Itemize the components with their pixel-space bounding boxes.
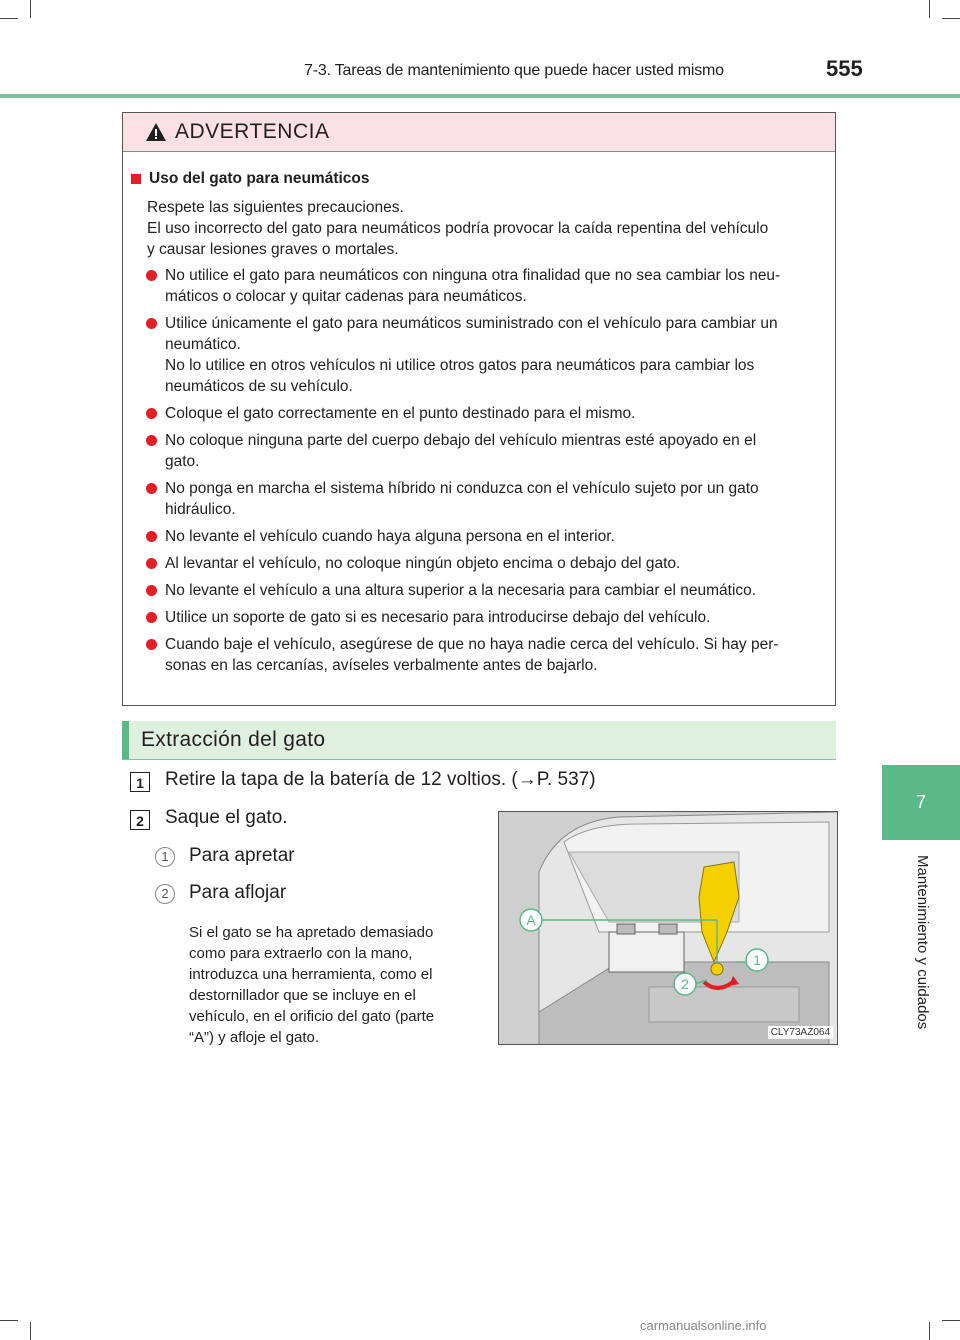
step-text-2: Saque el gato. [165, 807, 288, 828]
section-accent-bar [122, 721, 129, 759]
callout-1: 1 [753, 952, 761, 968]
list-item [131, 607, 831, 628]
bullet-dot-icon [146, 408, 157, 419]
header-rule [0, 94, 960, 98]
warning-intro [147, 197, 827, 260]
step-text-1: Retire la tapa de la batería de 12 voltios. (→P. 537) [165, 769, 596, 790]
crop-mark [30, 1322, 31, 1340]
warning-heading: ADVERTENCIA [175, 120, 330, 143]
trunk-jack-drawing [499, 812, 838, 1045]
list-item-line: No lo utilice en otros vehículos ni utilice otros gatos para neumáticos para cambiar los [165, 357, 755, 374]
note-text [189, 922, 481, 1048]
bullet-dot-icon [146, 612, 157, 623]
page-number: 555 [826, 56, 863, 81]
intro-line: y causar lesiones graves o mortales. [147, 241, 399, 258]
bullet-dot-icon [146, 483, 157, 494]
list-item-line: Al levantar el vehículo, no coloque ningún objeto encima o debajo del gato. [165, 555, 681, 572]
bullet-dot-icon [146, 318, 157, 329]
step-number-1: 1 [130, 772, 150, 792]
warning-title-text: Uso del gato para neumáticos [149, 170, 370, 187]
intro-line: El uso incorrecto del gato para neumáticos podría provocar la caída repentina del vehículo [147, 220, 769, 237]
step-number-2: 2 [130, 810, 150, 830]
list-item-line: neumáticos de su vehículo. [165, 378, 353, 395]
note-line: Si el gato se ha apretado demasiado [189, 924, 434, 941]
note-line: “A”) y afloje el gato. [189, 1029, 320, 1046]
list-item [131, 265, 831, 307]
list-item-line: Cuando baje el vehículo, asegúrese de que no haya nadie cerca del vehículo. Si hay per- [165, 636, 779, 653]
list-item-line: máticos o colocar y quitar cadenas para neumáticos. [165, 288, 527, 305]
sub-step-text-2: Para aflojar [189, 882, 287, 903]
crop-mark [929, 1322, 930, 1340]
warning-triangle-icon [145, 122, 167, 142]
note-line: destornillador que se incluye en el [189, 987, 416, 1004]
list-item-line: sonas en las cercanías, avíseles verbalmente antes de bajarlo. [165, 657, 598, 674]
list-item [131, 430, 831, 472]
square-bullet-icon [131, 174, 141, 184]
watermark: carmanualsonline.info [640, 1318, 767, 1333]
note-line: vehículo, en el orificio del gato (parte [189, 1008, 435, 1025]
warning-box [122, 112, 836, 706]
crop-mark [942, 18, 960, 19]
list-item [131, 634, 831, 676]
list-item-line: No utilice el gato para neumáticos con ninguna otra finalidad que no sea cambiar los neu- [165, 267, 781, 284]
section-title: Extracción del gato [141, 728, 326, 751]
callout-a: A [526, 912, 536, 928]
warning-header [123, 113, 835, 152]
bullet-dot-icon [146, 435, 157, 446]
section-heading [122, 721, 836, 760]
list-item-line: hidráulico. [165, 501, 236, 518]
list-item [131, 313, 831, 397]
list-item-line: Coloque el gato correctamente en el punto destinado para el mismo. [165, 405, 636, 422]
list-item-line: No ponga en marcha el sistema híbrido ni conduzca con el vehículo sujeto por un gato [165, 480, 759, 497]
section-header-title: 7-3. Tareas de mantenimiento que puede hacer usted mismo [304, 62, 724, 79]
crop-mark [0, 18, 18, 19]
callout-2: 2 [681, 976, 689, 992]
list-item-line: Utilice un soporte de gato si es necesario para introducirse debajo del vehículo. [165, 609, 711, 626]
sub-step-text-1: Para apretar [189, 845, 295, 866]
list-item-line: gato. [165, 453, 200, 470]
list-item-line: No levante el vehículo cuando haya alguna persona en el interior. [165, 528, 615, 545]
list-item-line: No coloque ninguna parte del cuerpo debajo del vehículo mientras esté apoyado en el [165, 432, 757, 449]
chapter-label: Mantenimiento y cuidados [914, 855, 931, 1030]
note-line: introduzca una herramienta, como el [189, 966, 433, 983]
bullet-dot-icon [146, 639, 157, 650]
bullet-dot-icon [146, 531, 157, 542]
bullet-dot-icon [146, 558, 157, 569]
list-item [131, 526, 831, 547]
list-item [131, 553, 831, 574]
list-item [131, 478, 831, 520]
crop-mark [942, 1320, 960, 1321]
sub-step-number-2: 2 [155, 884, 175, 904]
note-line: como para extraerlo con la mano, [189, 945, 413, 962]
chapter-tab: 7 [882, 765, 960, 840]
warning-list [131, 265, 831, 682]
list-item-line: No levante el vehículo a una altura superior a la necesaria para cambiar el neumático. [165, 582, 757, 599]
intro-line: Respete las siguientes precauciones. [147, 199, 404, 216]
crop-mark [30, 0, 31, 18]
crop-mark [929, 0, 930, 18]
bullet-dot-icon [146, 585, 157, 596]
list-item-line: Utilice únicamente el gato para neumáticos suministrado con el vehículo para cambiar un [165, 315, 778, 332]
sub-step-number-1: 1 [155, 847, 175, 867]
figure-code: CLY73AZ064 [768, 1026, 833, 1039]
list-item [131, 580, 831, 601]
warning-title [131, 170, 370, 188]
jack-illustration [498, 811, 838, 1045]
list-item [131, 403, 831, 424]
list-item-line: neumático. [165, 336, 241, 353]
crop-mark [0, 1320, 18, 1321]
bullet-dot-icon [146, 270, 157, 281]
